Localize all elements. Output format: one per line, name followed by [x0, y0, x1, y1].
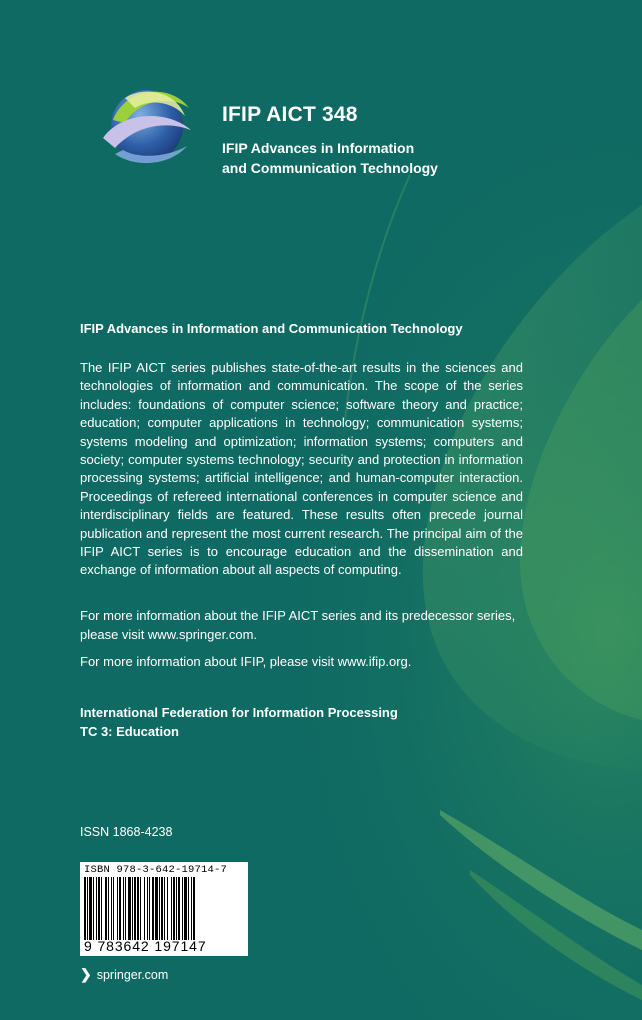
publisher-link-text: springer.com — [96, 967, 169, 982]
section-heading: IFIP Advances in Information and Communication Technology — [80, 321, 463, 336]
federation-info — [80, 704, 523, 741]
chevron-right-icon: ❯ — [80, 966, 92, 982]
more-info-series: For more information about the IFIP AICT series and its predecessor series, please visit www.springer.com. — [80, 608, 516, 642]
series-subtitle-line1: IFIP Advances in Information — [222, 140, 415, 156]
more-info-ifip: For more information about IFIP, please visit www.ifip.org. — [80, 654, 412, 669]
series-description: The IFIP AICT series publishes state-of-the-art results in the sciences and technologies of information and communication. The scope of the series includes: foundations of computer science; software theory and practice; education; computer applications in technology; communication systems; systems modeling and optimization; information systems; computers and society; computer systems technology; security and protection in information processing systems; artificial intelligence; and human-computer interaction. Proceedings of refereed international conferences in computer science and interdisciplinary fields are featured. These results often precede journal publication and represent the most current research. The principal aim of the IFIP AICT series is to encourage education and the dissemination and exchange of information about all aspects of computing. — [80, 360, 523, 578]
series-subtitle — [222, 138, 522, 178]
barcode-bars — [84, 877, 244, 940]
ifip-globe-logo — [95, 68, 195, 178]
isbn-barcode — [80, 862, 248, 956]
series-subtitle-line2: and Communication Technology — [222, 160, 438, 176]
barcode-number: 9 783642 197147 — [84, 938, 207, 954]
publisher-link[interactable] — [80, 966, 168, 983]
series-title: IFIP AICT 348 — [222, 103, 358, 126]
isbn-text: ISBN 978-3-642-19714-7 — [84, 864, 228, 876]
issn-label: ISSN 1868-4238 — [80, 825, 173, 839]
federation-name: International Federation for Information Processing — [80, 705, 398, 720]
technical-committee: TC 3: Education — [80, 723, 179, 739]
